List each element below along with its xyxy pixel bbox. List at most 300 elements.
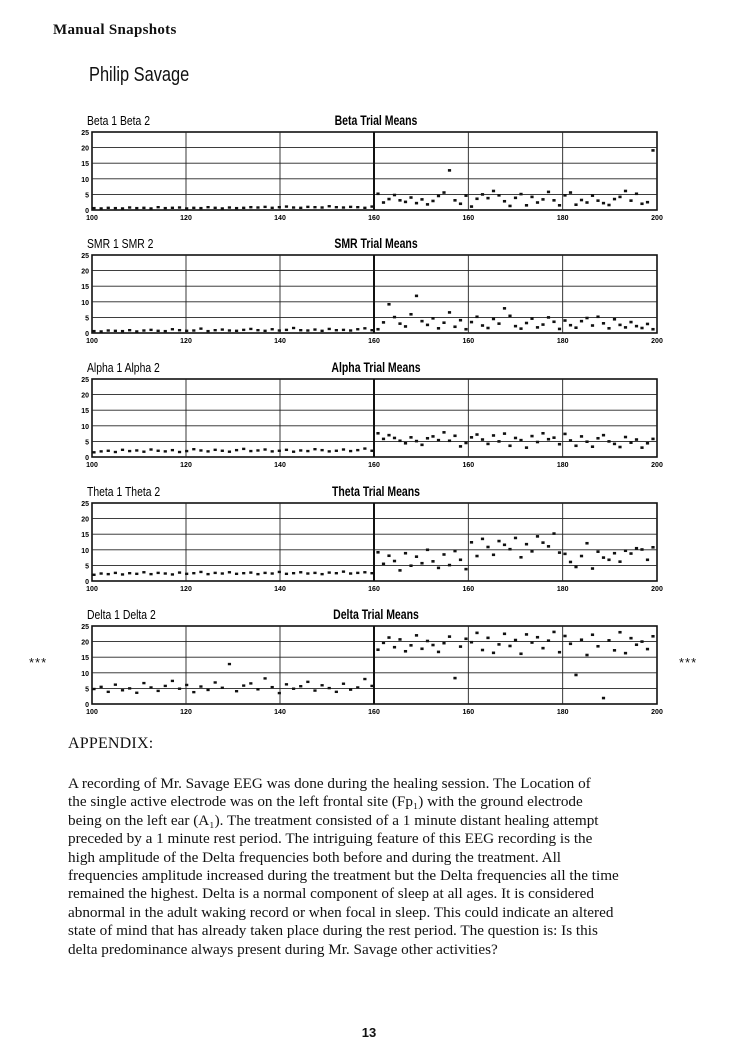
trial-data-point [398, 322, 401, 325]
x-tick-label: 160 [462, 709, 475, 716]
appendix-line: A recording of Mr. Savage EEG was done during the healing session. The Location of [68, 775, 591, 792]
trial-data-point [525, 543, 528, 546]
panel-right-title: SMR Trial Means [334, 235, 418, 252]
trial-data-point [530, 550, 533, 553]
rest-data-point [164, 685, 167, 687]
rest-data-point [157, 206, 160, 208]
trial-data-point [541, 198, 544, 201]
trial-data-point [503, 544, 506, 547]
trial-data-point [530, 435, 533, 438]
trial-data-point [464, 637, 467, 640]
trial-data-point [464, 442, 467, 445]
trial-data-point [470, 641, 473, 644]
trial-data-point [541, 541, 544, 544]
trial-data-point [541, 647, 544, 650]
y-tick-label: 20 [81, 392, 89, 400]
rest-data-point [92, 574, 95, 576]
rest-data-point [135, 449, 138, 451]
trial-data-point [475, 433, 478, 436]
y-tick-label: 20 [81, 639, 89, 647]
trial-data-point [580, 199, 583, 202]
rest-data-point [171, 449, 174, 451]
rest-data-point [206, 573, 209, 575]
trial-data-point [497, 643, 500, 646]
x-tick-label: 100 [86, 462, 98, 469]
appendix-body [68, 775, 708, 959]
trial-data-point [525, 204, 528, 207]
rest-data-point [328, 687, 331, 689]
y-tick-label: 15 [81, 655, 89, 663]
trial-data-point [596, 315, 599, 318]
rest-data-point [313, 448, 316, 450]
rest-data-point [271, 686, 274, 688]
rest-data-point [363, 447, 366, 449]
trial-data-point [552, 436, 555, 439]
rest-data-point [128, 206, 131, 208]
rest-data-point [171, 573, 174, 575]
trial-data-point [382, 642, 385, 645]
rest-data-point [199, 207, 202, 209]
rest-data-point [328, 571, 331, 573]
trial-data-point [387, 554, 390, 557]
rest-data-point [370, 572, 373, 574]
trial-data-point [437, 567, 440, 570]
trial-data-point [409, 644, 412, 647]
y-tick-label: 20 [81, 145, 89, 153]
trial-data-point [387, 198, 390, 201]
trial-data-point [640, 640, 643, 643]
rest-data-point [242, 329, 245, 331]
trial-data-point [503, 633, 506, 636]
rest-data-point [185, 684, 188, 686]
x-tick-label: 120 [180, 462, 192, 469]
rest-data-point [335, 329, 338, 331]
rest-data-point [92, 207, 95, 209]
trial-data-point [475, 197, 478, 200]
trial-data-point [475, 315, 478, 318]
rest-data-point [242, 207, 245, 209]
y-tick-label: 0 [85, 331, 89, 338]
trial-data-point [393, 316, 396, 319]
trial-data-point [624, 190, 627, 193]
trial-data-point [486, 327, 489, 330]
trial-data-point [404, 201, 407, 204]
trial-data-point [563, 433, 566, 436]
trial-data-point [558, 443, 561, 446]
x-tick-label: 140 [274, 215, 286, 222]
trial-data-point [448, 439, 451, 442]
rest-data-point [349, 688, 352, 690]
rest-data-point [149, 573, 152, 575]
trial-data-point [635, 547, 638, 550]
trial-data-point [508, 315, 511, 318]
trial-data-point [431, 317, 434, 320]
trial-data-point [393, 194, 396, 197]
x-tick-label: 120 [180, 586, 192, 593]
trial-data-point [503, 307, 506, 310]
y-tick-label: 0 [85, 455, 89, 462]
trial-data-point [459, 202, 462, 205]
trial-data-point [409, 564, 412, 567]
rest-data-point [100, 450, 103, 452]
trial-data-point [525, 633, 528, 636]
trial-data-point [376, 551, 379, 554]
rest-data-point [135, 692, 138, 694]
appendix-line: frequencies amplitude increased during the treatment but the Delta frequencies all the time [68, 867, 619, 885]
trial-data-point [618, 196, 621, 199]
x-tick-label: 160 [462, 338, 475, 345]
trial-data-point [448, 169, 451, 172]
rest-data-point [321, 684, 324, 686]
rest-data-point [192, 691, 195, 693]
y-tick-label: 5 [85, 563, 89, 571]
appendix-line: high amplitude of the Delta frequencies both before and during the treatment. All [68, 848, 562, 866]
rest-data-point [249, 682, 252, 684]
rest-data-point [321, 330, 324, 332]
x-tick-label: 140 [274, 709, 286, 716]
rest-data-point [92, 330, 95, 332]
trial-data-point [585, 440, 588, 443]
rest-data-point [342, 570, 345, 572]
y-tick-label: 0 [85, 579, 89, 586]
trial-data-point [585, 654, 588, 657]
rest-data-point [285, 329, 288, 331]
trial-data-point [486, 546, 489, 549]
trial-data-point [536, 441, 539, 444]
trial-data-point [464, 568, 467, 571]
y-tick-label: 10 [81, 176, 89, 184]
trial-data-point [508, 205, 511, 208]
rest-data-point [249, 571, 252, 573]
x-tick-label: 180 [556, 462, 569, 469]
rest-data-point [292, 327, 295, 329]
trial-data-point [387, 636, 390, 639]
rest-data-point [171, 680, 174, 682]
trial-data-point [459, 645, 462, 648]
trial-data-point [541, 432, 544, 435]
rest-data-point [178, 329, 181, 331]
trial-data-point [514, 325, 517, 328]
y-tick-label: 15 [81, 284, 89, 292]
rest-data-point [114, 451, 117, 453]
rest-data-point [263, 330, 266, 332]
appendix-title: APPENDIX: [68, 735, 154, 752]
trial-data-point [580, 320, 583, 323]
rest-data-point [107, 207, 110, 209]
panel-left-title: Beta 1 Beta 2 [87, 113, 151, 129]
panel-left-title: Theta 1 Theta 2 [87, 484, 161, 500]
rest-data-point [128, 687, 131, 689]
rest-data-point [328, 328, 331, 330]
rest-data-point [121, 330, 124, 332]
trial-data-point [514, 437, 517, 440]
trial-data-point [398, 199, 401, 202]
rest-data-point [342, 683, 345, 685]
trial-data-point [541, 323, 544, 326]
x-tick-label: 200 [651, 462, 663, 469]
x-tick-label: 160 [462, 586, 475, 593]
trial-data-point [448, 564, 451, 567]
rest-data-point [263, 677, 266, 679]
rest-data-point [342, 329, 345, 331]
rest-data-point [142, 682, 145, 684]
rest-data-point [228, 663, 231, 665]
trial-data-point [475, 555, 478, 558]
trial-data-point [492, 318, 495, 321]
rest-data-point [185, 330, 188, 332]
stars-right: *** [679, 655, 698, 670]
trial-data-point [613, 443, 616, 446]
y-tick-label: 20 [81, 268, 89, 276]
trial-data-point [519, 193, 522, 196]
trial-data-point [442, 642, 445, 645]
trial-data-point [481, 438, 484, 441]
rest-data-point [228, 329, 231, 331]
rest-data-point [192, 572, 195, 574]
trial-data-point [409, 313, 412, 316]
rest-data-point [178, 451, 181, 453]
trial-data-point [629, 441, 632, 444]
trial-data-point [574, 326, 577, 329]
trial-data-point [382, 563, 385, 566]
trial-data-point [580, 555, 583, 558]
trial-data-point [574, 674, 577, 677]
rest-data-point [235, 573, 238, 575]
rest-data-point [363, 327, 366, 329]
trial-data-point [591, 567, 594, 570]
trial-data-point [415, 634, 418, 637]
trial-data-point [574, 566, 577, 569]
trial-data-point [492, 190, 495, 193]
rest-data-point [164, 450, 167, 452]
rest-data-point [328, 450, 331, 452]
rest-data-point [206, 689, 209, 691]
trial-data-point [602, 322, 605, 325]
rest-data-point [157, 450, 160, 452]
rest-data-point [249, 206, 252, 208]
trial-data-point [591, 633, 594, 636]
x-tick-label: 160 [462, 462, 475, 469]
trial-data-point [602, 556, 605, 559]
trial-data-point [486, 637, 489, 640]
trial-data-point [635, 325, 638, 328]
y-tick-label: 5 [85, 315, 89, 323]
rest-data-point [164, 572, 167, 574]
trial-data-point [651, 149, 654, 152]
trial-data-point [415, 202, 418, 205]
trial-data-point [569, 191, 572, 194]
rest-data-point [178, 571, 181, 573]
rest-data-point [214, 329, 217, 331]
x-tick-label: 160 [368, 709, 380, 716]
rest-data-point [321, 206, 324, 208]
trial-data-point [618, 631, 621, 634]
y-tick-label: 10 [81, 299, 89, 307]
trial-data-point [596, 550, 599, 553]
rest-data-point [192, 448, 195, 450]
rest-data-point [370, 329, 373, 331]
trial-data-point [420, 562, 423, 565]
rest-data-point [235, 449, 238, 451]
trial-data-point [596, 199, 599, 202]
trial-data-point [514, 639, 517, 642]
trial-data-point [459, 445, 462, 448]
rest-data-point [342, 206, 345, 208]
y-tick-label: 10 [81, 670, 89, 678]
trial-data-point [552, 320, 555, 323]
rest-data-point [121, 689, 124, 691]
y-tick-label: 15 [81, 532, 89, 540]
x-tick-label: 140 [274, 338, 286, 345]
trial-data-point [640, 327, 643, 330]
trial-data-point [415, 440, 418, 443]
rest-data-point [256, 206, 259, 208]
trial-data-point [492, 434, 495, 437]
trial-data-point [640, 446, 643, 449]
panel-right-title: Alpha Trial Means [331, 359, 421, 376]
trial-data-point [497, 440, 500, 443]
trial-data-point [431, 560, 434, 563]
trial-data-point [536, 636, 539, 639]
panel-right-title: Delta Trial Means [333, 606, 419, 623]
trial-data-point [475, 632, 478, 635]
x-tick-label: 140 [274, 462, 286, 469]
trial-data-point [481, 538, 484, 541]
rest-data-point [142, 207, 145, 209]
rest-data-point [214, 572, 217, 574]
rest-data-point [363, 571, 366, 573]
x-tick-label: 140 [274, 586, 286, 593]
rest-data-point [192, 329, 195, 331]
x-tick-label: 200 [651, 215, 663, 222]
trial-data-point [508, 645, 511, 648]
trial-data-point [635, 192, 638, 195]
rest-data-point [306, 206, 309, 208]
rest-data-point [306, 681, 309, 683]
rest-data-point [285, 449, 288, 451]
trial-data-point [635, 643, 638, 646]
trial-data-point [624, 436, 627, 439]
rest-data-point [157, 690, 160, 692]
trial-data-point [376, 192, 379, 195]
rest-data-point [235, 207, 238, 209]
y-tick-label: 5 [85, 439, 89, 447]
trial-data-point [519, 327, 522, 330]
y-tick-label: 25 [81, 130, 89, 137]
trial-data-point [607, 204, 610, 207]
trial-data-point [640, 548, 643, 551]
trial-data-point [376, 432, 379, 435]
trial-data-point [602, 697, 605, 700]
trial-data-point [547, 316, 550, 319]
x-tick-label: 120 [180, 338, 192, 345]
x-tick-label: 120 [180, 709, 192, 716]
y-tick-label: 15 [81, 161, 89, 169]
rest-data-point [356, 449, 359, 451]
trial-data-point [470, 321, 473, 324]
rest-data-point [214, 681, 217, 683]
trial-data-point [514, 537, 517, 540]
rest-data-point [285, 573, 288, 575]
rest-data-point [228, 571, 231, 573]
trial-data-point [596, 437, 599, 440]
appendix-line: the single active electrode was on the left frontal site (Fp₁) with the ground electrode [68, 793, 583, 811]
trial-data-point [393, 646, 396, 649]
rest-data-point [199, 327, 202, 329]
trial-data-point [519, 439, 522, 442]
rest-data-point [199, 685, 202, 687]
trial-data-point [437, 439, 440, 442]
rest-data-point [263, 572, 266, 574]
trial-data-point [387, 303, 390, 306]
rest-data-point [263, 206, 266, 208]
rest-data-point [292, 206, 295, 208]
rest-data-point [356, 206, 359, 208]
trial-data-point [514, 197, 517, 200]
trial-data-point [591, 324, 594, 327]
x-tick-label: 160 [368, 586, 380, 593]
rest-data-point [199, 449, 202, 451]
rest-data-point [100, 686, 103, 688]
rest-data-point [328, 205, 331, 207]
rest-data-point [278, 329, 281, 331]
trial-data-point [464, 328, 467, 331]
trial-data-point [629, 552, 632, 555]
panel-right-title: Theta Trial Means [331, 483, 421, 500]
trial-data-point [492, 553, 495, 556]
trial-data-point [574, 203, 577, 206]
panel-left-title: Delta 1 Delta 2 [87, 607, 156, 623]
rest-data-point [249, 328, 252, 330]
trial-data-point [464, 194, 467, 197]
trial-data-point [552, 631, 555, 634]
running-header: Manual Snapshots [53, 22, 177, 38]
rest-data-point [342, 448, 345, 450]
rest-data-point [128, 450, 131, 452]
y-tick-label: 25 [81, 624, 89, 631]
trial-data-point [431, 200, 434, 203]
trial-data-point [585, 542, 588, 545]
appendix-line: state of mind that has already taken place during the rest period. The question is: Is this [68, 922, 598, 940]
rest-data-point [278, 206, 281, 208]
rest-data-point [178, 688, 181, 690]
trial-data-point [453, 677, 456, 680]
trial-data-point [420, 444, 423, 447]
rest-data-point [349, 206, 352, 208]
panel-left-title: SMR 1 SMR 2 [87, 236, 154, 252]
rest-data-point [135, 573, 138, 575]
x-tick-label: 160 [368, 338, 380, 345]
trial-data-point [519, 652, 522, 655]
trial-data-point [536, 201, 539, 204]
rest-data-point [228, 206, 231, 208]
trial-data-point [497, 322, 500, 325]
rest-data-point [107, 329, 110, 331]
trial-data-point [607, 558, 610, 561]
rest-data-point [335, 206, 338, 208]
rest-data-point [356, 686, 359, 688]
rest-data-point [185, 450, 188, 452]
x-tick-label: 180 [556, 586, 569, 593]
y-tick-label: 10 [81, 423, 89, 431]
trial-data-point [591, 445, 594, 448]
rest-data-point [235, 690, 238, 692]
rest-data-point [356, 572, 359, 574]
trial-data-point [492, 652, 495, 655]
trial-data-point [552, 199, 555, 202]
trial-data-point [624, 549, 627, 552]
rest-data-point [349, 450, 352, 452]
